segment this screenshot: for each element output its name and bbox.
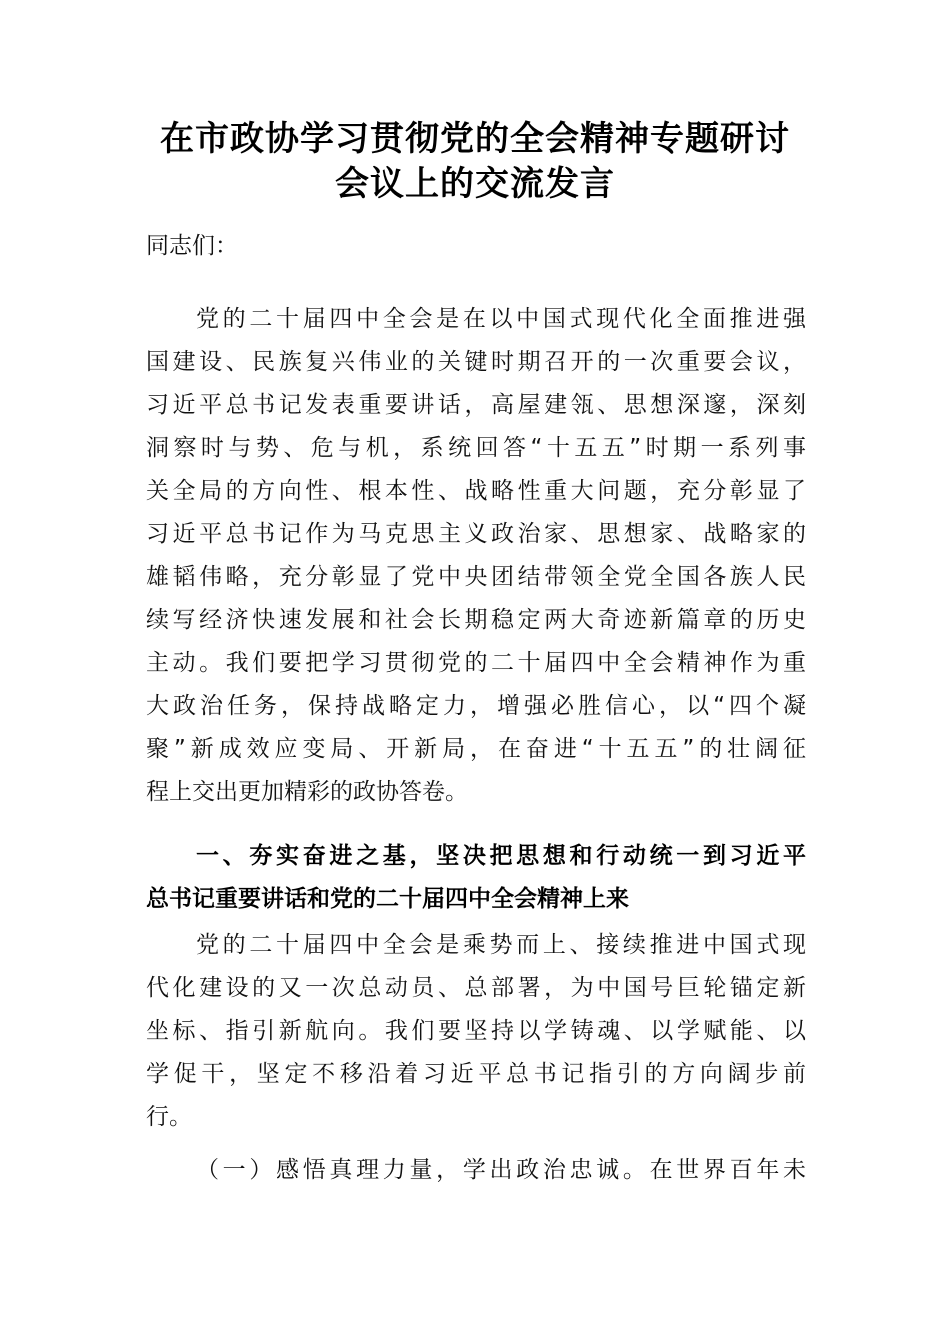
paragraph-1-line: 习近平总书记发表重要讲话，高屋建瓴、思想深邃，深刻: [146, 392, 806, 418]
paragraph-1-line: 洞察时与势、危与机，系统回答“十五五”时期一系列事: [146, 435, 806, 461]
paragraph-2-line: 坐标、指引新航向。我们要坚持以学铸魂、以学赋能、以: [146, 1018, 806, 1044]
section-heading-line: 一、夯实奋进之基，坚决把思想和行动统一到习近平: [196, 843, 806, 869]
paragraph-1-line: 党的二十届四中全会是在以中国式现代化全面推进强: [196, 306, 806, 332]
paragraph-2-line: 行。: [146, 1104, 192, 1130]
document-title-line-1: 在市政协学习贯彻党的全会精神专题研讨: [160, 119, 790, 159]
salutation: 同志们：: [146, 233, 238, 259]
paragraph-1-line: 程上交出更加精彩的政协答卷。: [146, 779, 468, 805]
paragraph-2-line: 学促干，坚定不移沿着习近平总书记指引的方向阔步前: [146, 1061, 806, 1087]
paragraph-1-line: 雄韬伟略，充分彰显了党中央团结带领全党全国各族人民: [146, 564, 806, 590]
paragraph-1-line: 关全局的方向性、根本性、战略性重大问题，充分彰显了: [146, 478, 806, 504]
paragraph-3-line: （一）感悟真理力量，学出政治忠诚。在世界百年未: [196, 1157, 806, 1183]
paragraph-1-line: 国建设、民族复兴伟业的关键时期召开的一次重要会议，: [146, 349, 806, 375]
section-heading-line: 总书记重要讲话和党的二十届四中全会精神上来: [146, 886, 629, 912]
paragraph-1-line: 大政治任务，保持战略定力，增强必胜信心，以“四个凝: [146, 693, 806, 719]
paragraph-1-line: 主动。我们要把学习贯彻党的二十届四中全会精神作为重: [146, 650, 806, 676]
document-title-line-2: 会议上的交流发言: [335, 164, 615, 204]
paragraph-1-line: 聚”新成效应变局、开新局，在奋进“十五五”的壮阔征: [146, 736, 806, 762]
paragraph-1-line: 续写经济快速发展和社会长期稳定两大奇迹新篇章的历史: [146, 607, 806, 633]
paragraph-1-line: 习近平总书记作为马克思主义政治家、思想家、战略家的: [146, 521, 806, 547]
paragraph-2-line: 党的二十届四中全会是乘势而上、接续推进中国式现: [196, 932, 806, 958]
paragraph-2-line: 代化建设的又一次总动员、总部署，为中国号巨轮锚定新: [146, 975, 806, 1001]
